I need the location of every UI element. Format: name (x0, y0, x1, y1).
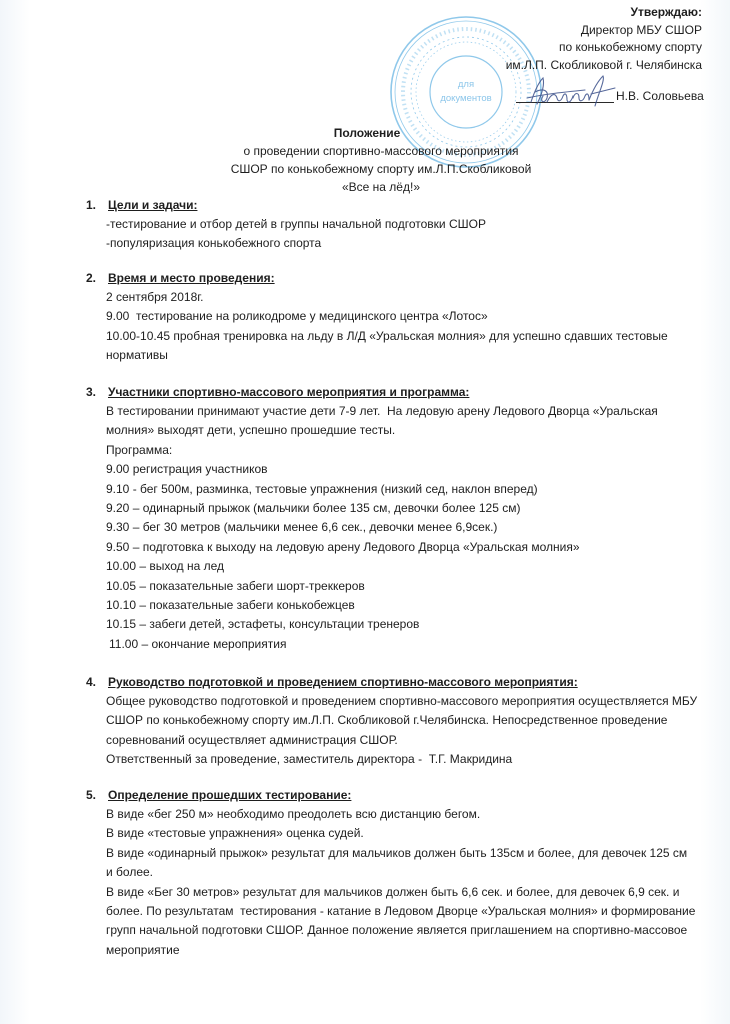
title-line: о проведении спортивно-массового мероприятия (243, 144, 519, 158)
body-line: 10.00-10.45 пробная тренировка на льду в Л/Д «Уральская молния» для успешно сдавших тестовые нормативы (106, 328, 668, 363)
body-line: 9.00 тестирование на роликодроме у медицинского центра «Лотос» (106, 309, 488, 324)
section-heading (86, 673, 696, 692)
section-heading (86, 786, 696, 805)
section-number: 2. (86, 271, 97, 285)
body-paragraph: В виде «одинарный прыжок» результат для мальчиков должен быть 135см и более, для девочек 125 см и более. (106, 845, 688, 880)
signer-name: Н.В. Соловьева (616, 89, 704, 103)
program-item: 9.00 регистрация участников (106, 462, 268, 477)
section-time-place (86, 269, 696, 366)
section-title: Руководство подготовкой и проведением спортивно-массового мероприятия: (108, 675, 578, 689)
body-paragraph: Общее руководство подготовкой и проведением спортивно-массового мероприятия осуществляется МБУ СШОР по конькобежному спорту им.Л.П. Скобликовой г.Челябинска. Непосредственное проведение соревнований осуществляет администрация СШОР. (106, 694, 698, 747)
document-title: Положение (333, 126, 401, 140)
section-title: Время и место проведения: (108, 271, 275, 285)
section-number: 5. (86, 788, 97, 802)
section-goals (86, 196, 696, 254)
body-paragraph: В виде «Бег 30 метров» результат для мальчиков должен быть 6,6 сек. и более, для девочек 6,9 сек. и более. По результатам тестирования - катание в Ледовом Дворце «Уральская молния» и формирование групп начальной подготовки СШОР. Данное положение является приглашением на спортивно-массовое мероприятие (106, 884, 699, 957)
program-item: 10.10 – показательные забеги конькобежцев (106, 598, 355, 613)
program-label: Программа: (106, 442, 173, 457)
event-name: «Все на лёд!» (341, 180, 420, 194)
section-title: Участники спортивно-массового мероприятия и программа: (108, 385, 470, 399)
program-item: 9.20 – одинарный прыжок (мальчики более 135 см, девочки более 125 см) (106, 501, 521, 516)
section-heading (86, 269, 696, 288)
title-line: СШОР по конькобежному спорту им.Л.П.Скобликовой (230, 162, 532, 176)
stamp-text-top: для (457, 79, 475, 90)
section-passing-criteria (86, 786, 699, 960)
body-line: -популяризация конькобежного спорта (106, 236, 322, 251)
program-item: 11.00 – окончание мероприятия (109, 636, 287, 651)
approve-label: Утверждаю: (630, 5, 702, 19)
section-body (106, 805, 699, 960)
section-number: 4. (86, 675, 97, 689)
approval-line: по конькобежному спорту (558, 40, 702, 54)
program-item: 9.10 - бег 500м, разминка, тестовые упражнения (низкий сед, наклон вперед) (106, 481, 538, 496)
body-line: В виде «тестовые упражнения» оценка судей. (106, 826, 364, 841)
section-participants-program (86, 383, 696, 654)
body-line: -тестирование и отбор детей в группы начальной подготовки СШОР (106, 217, 486, 231)
section-body (106, 402, 696, 654)
body-line: В виде «бег 250 м» необходимо преодолеть всю дистанцию бегом. (106, 807, 481, 821)
section-heading (86, 383, 696, 402)
approval-line: им.Л.П. Скобликовой г. Челябинска (505, 57, 702, 72)
section-number: 3. (86, 385, 97, 399)
program-item: 9.30 – бег 30 метров (мальчики менее 6,6 сек., девочки менее 6,9сек.) (106, 520, 498, 535)
section-title: Цели и задачи: (108, 198, 198, 212)
stamp-text-bottom: документов (440, 93, 492, 104)
section-body (106, 288, 696, 366)
section-management (86, 673, 696, 770)
section-body (106, 692, 696, 770)
program-item: 10.15 – забеги детей, эстафеты, консультации тренеров (106, 617, 420, 632)
program-item: 9.50 – подготовка к выходу на ледовую арену Ледового Дворца «Уральская молния» (106, 539, 580, 554)
section-title: Определение прошедших тестирование: (108, 788, 352, 802)
body-line: 2 сентября 2018г. (106, 290, 204, 304)
program-item: 10.00 – выход на лед (106, 559, 225, 574)
approval-line: Директор МБУ СШОР (580, 22, 702, 37)
body-line: Ответственный за проведение, заместитель директора - Т.Г. Макридина (106, 752, 513, 767)
section-number: 1. (86, 198, 97, 212)
body-line: В тестировании принимают участие дети 7-9 лет. На ледовую арену Ледового Дворца «Уральская молния» выходят дети, успешно прошедшие тесты. (106, 404, 662, 438)
handwritten-signature (525, 72, 620, 112)
approval-block (506, 4, 702, 74)
section-heading (86, 196, 696, 215)
document-title-block (0, 124, 730, 196)
section-body (106, 215, 696, 254)
program-item: 10.05 – показательные забеги шорт-треккеров (106, 578, 365, 593)
